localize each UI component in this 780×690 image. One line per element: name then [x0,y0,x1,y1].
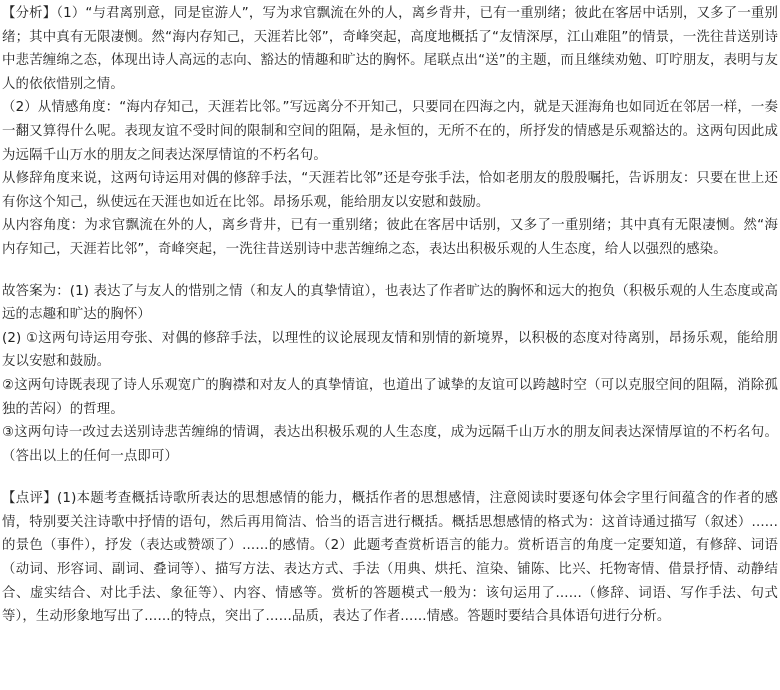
analysis-paragraph-2: （2）从情感角度：“海内存知己，天涯若比邻。”写远离分不开知己，只要同在四海之内，就是天涯海角也如同近在邻居一样，一奏一翻又算得什么呢。表现友谊不受时间的限制和空间的阻隔，是永恒的，无所不在的，所抒发的情感是乐观豁达的。这两句因此成为远隔千山万水的朋友之间表达深厚情谊的不朽名句。 [2,100,778,163]
answer-section [2,280,778,469]
answer-line-2: (2) ①这两句诗运用夸张、对偶的修辞手法，以理性的议论展现友情和别情的新境界，以积极的态度对待离别，昂扬乐观，能给朋友以安慰和鼓励。 [2,330,778,370]
analysis-paragraph-3: 从修辞角度来说，这两句诗运用对偶的修辞手法，“天涯若比邻”还是夸张手法，恰如老朋友的殷殷嘱托，告诉朋友：只要在世上还有你这个知己，纵使远在天涯也如近在比邻。昂扬乐观，能给朋友以安慰和鼓励。 [2,171,778,210]
section-spacer [2,468,778,487]
comment-paragraph: 【点评】(1)本题考查概括诗歌所表达的思想感情的能力，概括作者的思想感情，注意阅读时要逐句体会字里行间蕴含的作者的感情，特别要关注诗歌中抒情的语句，然后再用简洁、恰当的语言进行概括。概括思想感情的格式为：这首诗通过描写（叙述）......的景色（事件），抒发（表达或赞颂了）......的感情。（2）此题考查赏析语言的能力。赏析语言的角度一定要知道，有修辞、词语（动词、形容词、副词、叠词等）、描写方法、表达方式、手法（用典、烘托、渲染、铺陈、比兴、托物寄情、借景抒情、动静结合、虚实结合、对比手法、象征等）、内容、情感等。赏析的答题模式一般为：该句运用了......（修辞、词语、写作手法、句式等），生动形象地写出了......的特点，突出了......品质，表达了作者......情感。答题时要结合具体语句进行分析。 [2,491,778,625]
section-spacer [2,262,778,280]
analysis-paragraph-4: 从内容角度：为求官飘流在外的人，离乡背井，已有一重别绪；彼此在客居中话别，又多了一重别绪；其中真有无限凄恻。然“海内存知己，天涯若比邻”，奇峰突起，一洗往昔送别诗中悲苦缠绵之态，表达出积极乐观的人生态度，给人以强烈的感染。 [2,218,778,257]
answer-line-4: ③这两句诗一改过去送别诗悲苦缠绵的情调，表达出积极乐观的人生态度，成为远隔千山万水的朋友间表达深情厚谊的不朽名句。（答出以上的任何一点即可） [2,425,778,464]
analysis-section [2,2,778,262]
answer-line-3: ②这两句诗既表现了诗人乐观宽广的胸襟和对友人的真挚情谊，也道出了诚挚的友谊可以跨越时空（可以克服空间的阻隔，消除孤独的苦闷）的哲理。 [2,377,778,417]
answer-line-1: 故答案为：(1) 表达了与友人的惜别之情（和友人的真挚情谊），也表达了作者旷达的胸怀和远大的抱负（积极乐观的人生态度或高远的志趣和旷达的胸怀） [2,283,778,323]
analysis-paragraph-1: 【分析】（1）“与君离别意，同是宦游人”，写为求官飘流在外的人，离乡背井，已有一重别绪；彼此在客居中话别，又多了一重别绪；其中真有无限凄恻。然“海内存知己，天涯若比邻”，奇峰突起，高度地概括了“友情深厚，江山难阻”的情景，一洗往昔送别诗中悲苦缠绵之态，体现出诗人高远的志向、豁达的情趣和旷达的胸怀。尾联点出“送”的主题，而且继续劝勉、叮咛朋友，表明与友人的依依惜别之情。 [2,6,778,92]
comment-section [2,487,778,629]
